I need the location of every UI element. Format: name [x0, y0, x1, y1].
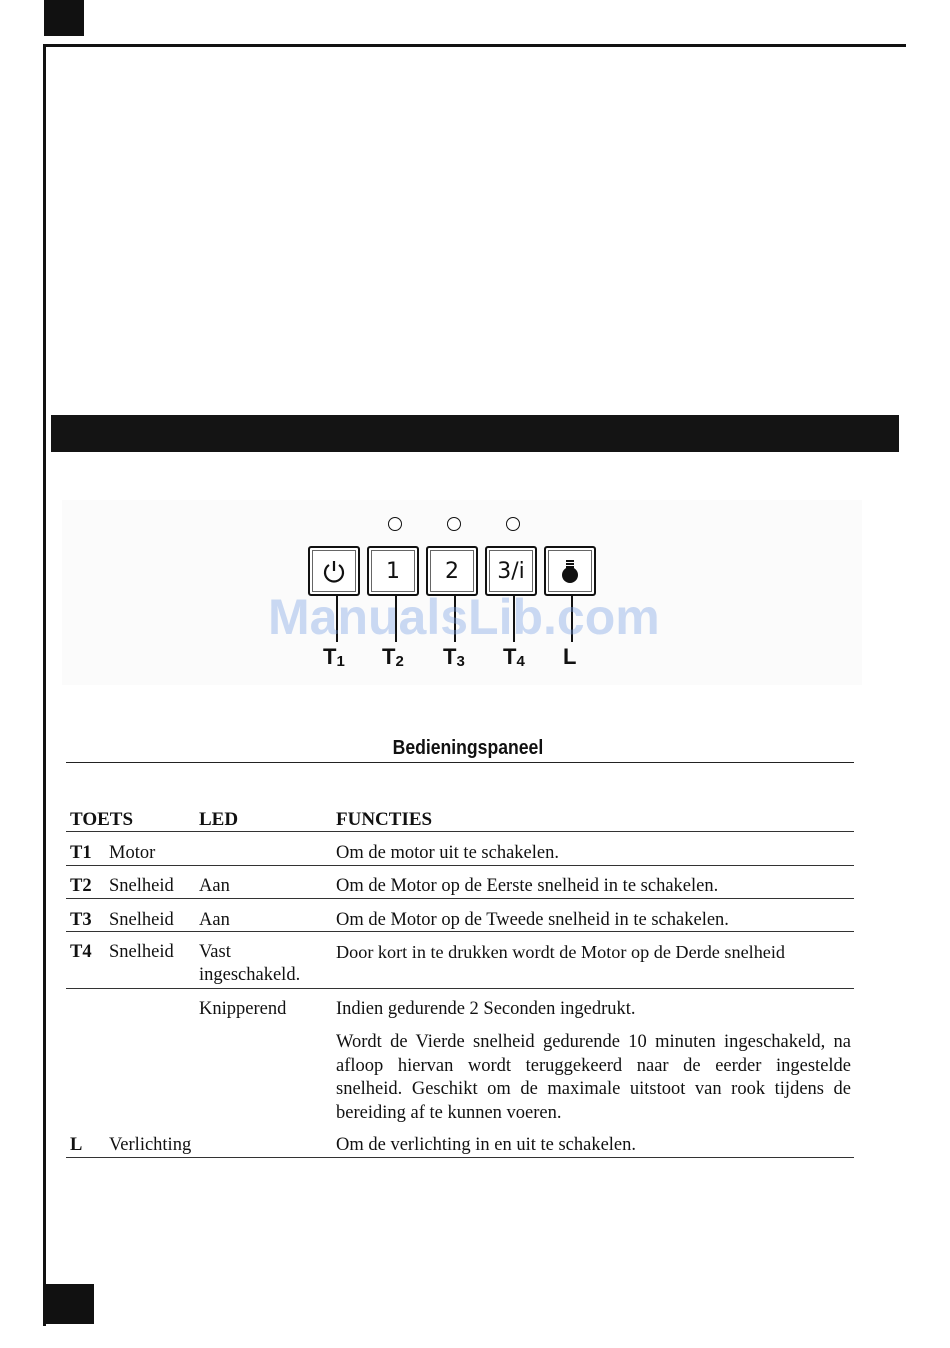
- row-function: Om de verlichting in en uit te schakelen.: [336, 1135, 637, 1155]
- row-led: Vast: [199, 942, 231, 962]
- table-rule: [66, 988, 854, 989]
- speed-2-symbol: 2: [445, 558, 459, 584]
- speed-1-symbol: 1: [386, 558, 400, 584]
- table-rule: [66, 865, 854, 866]
- row-name: Verlichting: [109, 1135, 192, 1155]
- row-function: Om de motor uit te schakelen.: [336, 843, 559, 863]
- row-led: Aan: [199, 910, 230, 930]
- panel-caption: Bedieningspaneel: [392, 737, 544, 759]
- header-toets: TOETS: [70, 809, 134, 830]
- label-t3: $T_3$: [443, 644, 465, 670]
- row-function: Om de Motor op de Eerste snelheid in te schakelen.: [336, 876, 719, 896]
- label-t1: $T_1$: [323, 644, 345, 670]
- power-icon: [321, 558, 347, 584]
- led-indicator-3: [506, 517, 520, 531]
- caption-rule: [66, 762, 854, 763]
- row-led: Aan: [199, 876, 230, 896]
- label-l: L: [563, 644, 577, 669]
- row-led: Knipperend: [199, 999, 287, 1019]
- watermark: ManualsLib.com: [268, 589, 660, 645]
- top-rule: [44, 44, 906, 47]
- table-rule: [66, 931, 854, 932]
- row-name: Snelheid: [109, 910, 174, 930]
- left-rule: [43, 44, 46, 1326]
- row-key: T2: [70, 876, 92, 896]
- row-function: Door kort in te drukken wordt de Motor op de Derde snelheid: [336, 942, 786, 962]
- table-rule: [66, 898, 854, 899]
- label-t4: $T_4$: [503, 644, 525, 670]
- row-function: Indien gedurende 2 Seconden ingedrukt.: [336, 999, 636, 1019]
- row-function-detail: Wordt de Vierde snelheid gedurende 10 minuten ingeschakeld, na afloop hiervan wordt teruggekeerd naar de eerder ingestelde snelheid. Geschikt om de maximale uitstoot van rook tijdens de bereiding af te kunnen voeren.: [336, 1032, 851, 1123]
- corner-block-top: [44, 0, 84, 36]
- table-rule: [66, 1157, 854, 1158]
- led-indicator-2: [447, 517, 461, 531]
- row-key: T3: [70, 910, 92, 930]
- led-indicator-1: [388, 517, 402, 531]
- corner-block-bottom: [44, 1284, 94, 1324]
- row-led-continued: ingeschakeld.: [199, 965, 301, 985]
- row-name: Snelheid: [109, 876, 174, 896]
- section-header-bar: [51, 415, 899, 452]
- lightbulb-icon: [559, 558, 581, 584]
- row-name: Motor: [109, 843, 156, 863]
- label-t2: $T_2$: [382, 644, 404, 670]
- row-function: Om de Motor op de Tweede snelheid in te schakelen.: [336, 910, 729, 930]
- header-functies: FUNCTIES: [336, 809, 433, 830]
- speed-3-symbol: 3/i: [497, 558, 525, 584]
- table-rule: [66, 831, 854, 832]
- row-key: L: [70, 1135, 83, 1155]
- row-key: T1: [70, 843, 92, 863]
- header-led: LED: [199, 809, 239, 830]
- row-key: T4: [70, 942, 92, 962]
- row-name: Snelheid: [109, 942, 174, 962]
